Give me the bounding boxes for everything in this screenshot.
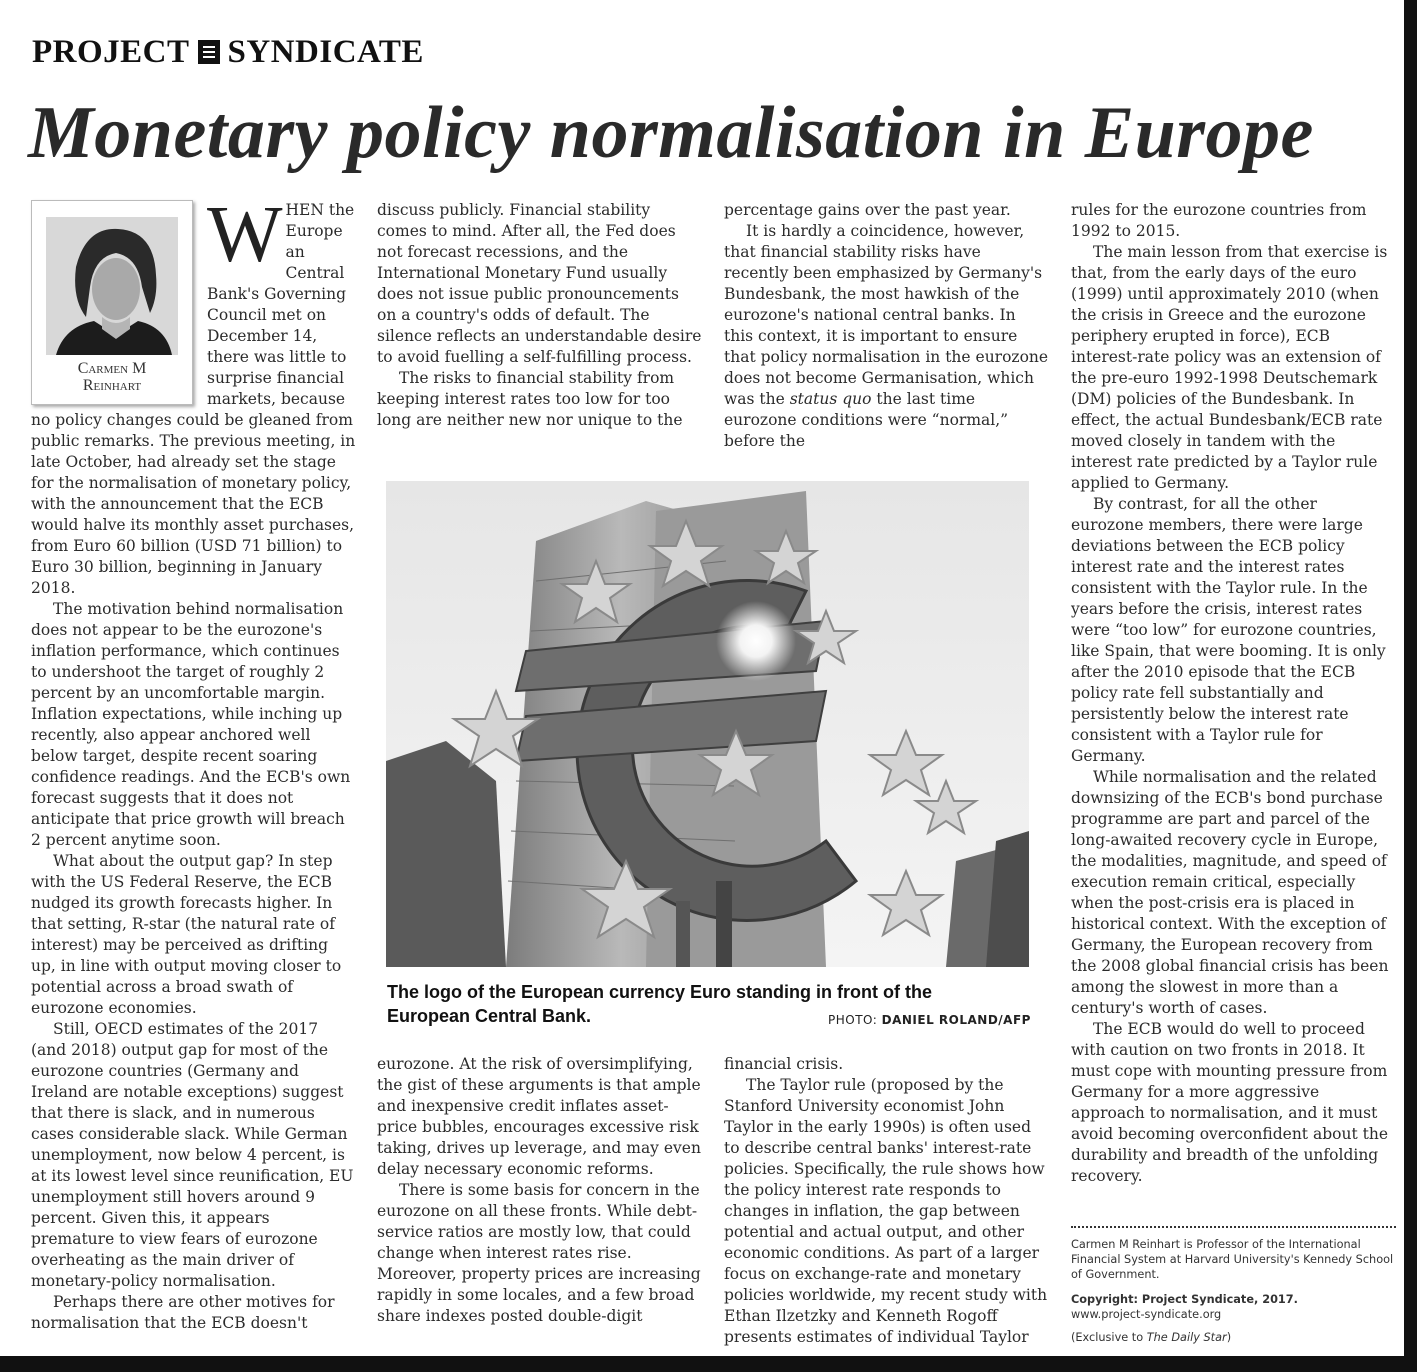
paragraph: The risks to financial stability from keeping interest rates too low for too long are neither new nor unique to the (377, 369, 683, 429)
article-column-2-top (377, 200, 702, 431)
paragraph: percentage gains over the past year. (724, 201, 1011, 219)
article-column-2-bottom (377, 1054, 702, 1327)
paragraph: financial crisis. (724, 1055, 844, 1073)
copyright: Copyright: Project Syndicate, 2017. (1071, 1293, 1298, 1306)
masthead-right: SYNDICATE (227, 33, 424, 70)
paragraph: Still, OECD estimates of the 2017 (and 2018) output gap for most of the eurozone countries (Germany and Ireland are notable exceptions) suggest that there is slack, and in numerous cases considerable slack. While German unemployment, now below 4 percent, is at its lowest level since reunification, EU unemployment still hovers around 9 percent. Given this, it appears premature to view fears of eurozone overheating as the main driver of monetary-policy normalisation. (31, 1020, 354, 1290)
syndicate-logo-icon (198, 40, 220, 64)
paragraph: rules for the eurozone countries from 1992 to 2015. (1071, 201, 1367, 240)
article-column-1 (31, 191, 356, 1334)
paragraph: What about the output gap? In step with the US Federal Reserve, the ECB nudged its growth forecasts higher. In that setting, R-star (the natural rate of interest) may be perceived as drifting up, in line with output moving closer to potential across a broad swath of eurozone economies. (31, 852, 342, 1017)
photo-credit: PHOTO: DANIEL ROLAND/AFP (828, 1013, 1031, 1027)
paragraph: There is some basis for concern in the eurozone on all these fronts. While debt-service ratios are mostly low, that could change when interest rates rise. Moreover, property prices are increasing rapidly in some locales, and a few broad share indexes posted double-digit (377, 1181, 701, 1325)
paragraph: Perhaps there are other motives for normalisation that the ECB doesn't (31, 1293, 335, 1332)
source-url: www.project-syndicate.org (1071, 1308, 1222, 1321)
article-column-3-top (724, 200, 1049, 452)
author-bio (1071, 1237, 1396, 1345)
italic-term: status quo (789, 390, 872, 408)
paragraph: discuss publicly. Financial stability comes to mind. After all, the Fed does not forecast recessions, and the International Monetary Fund usually does not issue public pronouncements on a country's odds of default. The silence reflects an understandable desire to avoid fuelling a self-fulfilling process. (377, 201, 702, 366)
drop-cap: W (207, 191, 283, 279)
paragraph: It is hardly a coincidence, however, that financial stability risks have recently been emphasized by Germany's Bundesbank, the most hawkish of the eurozone's national central banks. In this context, it is important to ensure that policy normalisation in the eurozone does not become Germanisation, which was the status quo the last time eurozone conditions were “normal,” before the (724, 222, 1049, 450)
photo-caption: The logo of the European currency Euro standing in front of the European Central Bank. (387, 982, 933, 1026)
paragraph: HEN the Europe an Central Bank's Governing Council met on December 14, there was little to surprise financial markets, because no policy changes could be gleaned from public remarks. The previous meeting, in late October, had already set the stage for the normalisation of monetary policy, with the announcement that the ECB would halve its monthly asset purchases, from Euro 60 billion (USD 71 billion) to Euro 30 billion, beginning in January 2018. (31, 201, 356, 597)
headline: Monetary policy normalisation in Europe (28, 92, 1314, 174)
masthead-left: PROJECT (32, 33, 190, 70)
paragraph: The motivation behind normalisation does not appear to be the eurozone's inflation performance, which continues to undershoot the target of roughly 2 percent by an uncomfortable margin. Inflation expectations, while inching up recently, also appear anchored well below target, despite recent soaring confidence readings. And the ECB's own forecast suggests that it does not anticipate that price growth will breach 2 percent anytime soon. (31, 600, 351, 849)
paragraph: The main lesson from that exercise is that, from the early days of the euro (1999) until approximately 2010 (when the crisis in Greece and the eurozone periphery erupted in force), ECB interest-rate policy was an extension of the pre-euro 1992-1998 Deutschemark (DM) policies of the Bundesbank. In effect, the actual Bundesbank/ECB rate moved closely in tandem with the interest rate predicted by a Taylor rule applied to Germany. (1071, 243, 1388, 492)
paragraph: The ECB would do well to proceed with caution on two fronts in 2018. It must cope with mounting pressure from Germany for a more aggressive approach to normalisation, and it must avoid becoming overconfident about the durability and breadth of the unfolding recovery. (1071, 1020, 1388, 1185)
author-portrait (31, 200, 193, 405)
paragraph: The Taylor rule (proposed by the Stanford University economist John Taylor in the early 1990s) is often used to describe central banks' interest-rate policies. Specifically, the rule shows how the policy interest rate responds to changes in inflation, the gap between potential and actual output, and other economic conditions. As part of a larger focus on exchange-rate and monetary policies worldwide, my recent study with Ethan Ilzetzky and Kenneth Rogoff presents estimates of individual Taylor (724, 1076, 1048, 1346)
bio-text: Carmen M Reinhart is Professor of the International Financial System at Harvard University's Kennedy School of Government. (1071, 1238, 1394, 1281)
paragraph: While normalisation and the related downsizing of the ECB's bond purchase programme are part and parcel of the long-awaited recovery cycle in Europe, the modalities, magnitude, and speed of execution remain critical, especially when the post-crisis era is placed in historical context. With the exception of Germany, the European recovery from the 2008 global financial crisis has been among the slowest in more than a century's worth of cases. (1071, 768, 1389, 1017)
author-name-line2: Reinhart (82, 377, 142, 394)
euro-sculpture-photo (386, 481, 1029, 967)
masthead (32, 34, 424, 70)
dotted-divider (1071, 1226, 1396, 1228)
exclusive-note: (Exclusive to The Daily Star) (1071, 1331, 1232, 1344)
author-name-line1: Carmen M (77, 360, 147, 377)
article-column-3-bottom (724, 1054, 1049, 1348)
paragraph: By contrast, for all the other eurozone members, there were large deviations between the ECB policy interest rate and the interest rates consistent with the Taylor rule. In the years before the crisis, interest rates were “too low” for eurozone countries, like Spain, that were booming. It is only after the 2010 episode that the ECB policy rate fell substantially and persistently below the interest rate consistent with a Taylor rule for Germany. (1071, 495, 1386, 765)
author-photo (46, 217, 178, 355)
paragraph: eurozone. At the risk of oversimplifying, the gist of these arguments is that ample and inexpensive credit inflates asset-price bubbles, encourages excessive risk taking, drives up leverage, and may even delay necessary economic reforms. (377, 1055, 701, 1178)
article-column-4 (1071, 200, 1393, 1187)
